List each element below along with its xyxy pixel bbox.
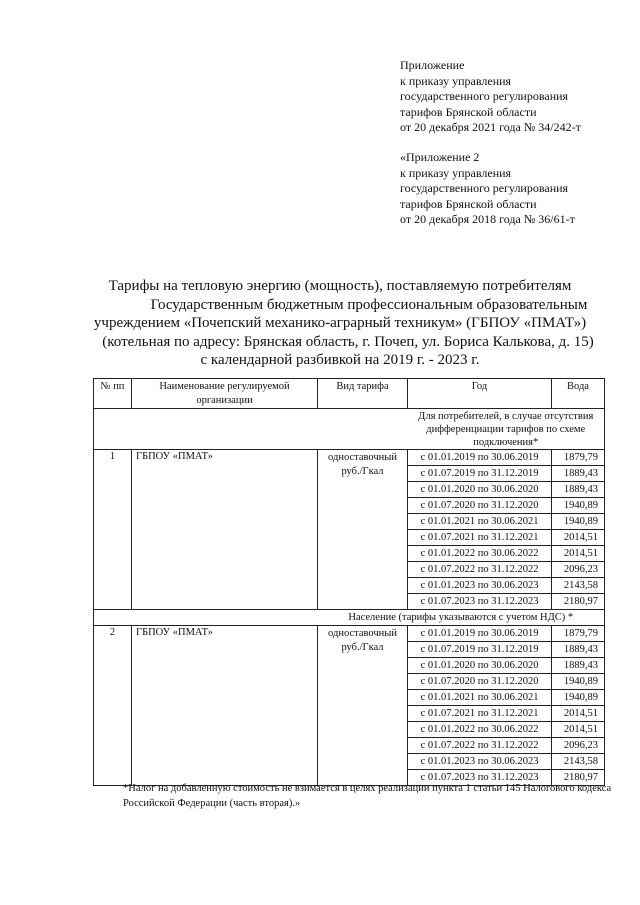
tariff-period: с 01.01.2019 по 30.06.2019 xyxy=(408,626,552,642)
table-row xyxy=(94,450,605,466)
tariff-period: с 01.07.2019 по 31.12.2019 xyxy=(408,466,552,482)
tariff-value: 1940,89 xyxy=(552,690,605,706)
tariff-period: с 01.01.2021 по 30.06.2021 xyxy=(408,690,552,706)
tariff-period: с 01.07.2020 по 31.12.2020 xyxy=(408,498,552,514)
tariff-period: с 01.01.2023 по 30.06.2023 xyxy=(408,578,552,594)
appendix-line: «Приложение 2 xyxy=(400,150,480,164)
section-caption-row xyxy=(94,610,605,626)
appendix-line: государственного регулирования xyxy=(400,181,569,195)
appendix-line: тарифов Брянской области xyxy=(400,196,537,211)
tariff-period: с 01.07.2022 по 31.12.2022 xyxy=(408,738,552,754)
empty-cell xyxy=(94,409,408,450)
tariff-value: 1889,43 xyxy=(552,466,605,482)
table-header-row xyxy=(94,379,605,409)
appendix-line: государственного регулирования xyxy=(400,89,569,103)
tariff-period: с 01.07.2021 по 31.12.2021 xyxy=(408,706,552,722)
title-line: учреждением «Почепский механико-аграрный техникум» (ГБПОУ «ПМАТ») xyxy=(93,315,587,331)
tariff-period: с 01.07.2023 по 31.12.2023 xyxy=(408,594,552,610)
empty-cell xyxy=(94,610,318,626)
tariff-value: 2180,97 xyxy=(552,770,605,786)
col-header-year: Год xyxy=(408,379,552,409)
appendix-line: к приказу управления xyxy=(400,73,512,88)
title-line: с календарной разбивкой на 2019 г. - 2023 г. xyxy=(200,352,480,368)
tariff-period: с 01.01.2019 по 30.06.2019 xyxy=(408,450,552,466)
section-caption: Для потребителей, в случае отсутствия дифференциации тарифов по схеме подключения* xyxy=(408,409,605,450)
title-line: (котельная по адресу: Брянская область, г. Почеп, ул. Бориса Калькова, д. 15) xyxy=(102,333,594,350)
tariff-value: 1940,89 xyxy=(552,498,605,514)
tariff-value: 2014,51 xyxy=(552,530,605,546)
table-body xyxy=(94,409,605,786)
appendix-line: Приложение xyxy=(400,58,465,72)
organization-name: ГБПОУ «ПМАТ» xyxy=(132,626,318,786)
tariff-period: с 01.07.2022 по 31.12.2022 xyxy=(408,562,552,578)
tariff-value: 2014,51 xyxy=(552,722,605,738)
appendix-line: от 20 декабря 2018 года № 36/61-т xyxy=(400,212,575,226)
title-line: Тарифы на тепловую энергию (мощность), поставляемую потребителям xyxy=(108,278,572,294)
tariff-value: 2143,58 xyxy=(552,754,605,770)
appendix-line: к приказу управления xyxy=(400,165,512,180)
tariff-period: с 01.01.2020 по 30.06.2020 xyxy=(408,658,552,674)
organization-name: ГБПОУ «ПМАТ» xyxy=(132,450,318,610)
tariff-period: с 01.01.2021 по 30.06.2021 xyxy=(408,514,552,530)
tariff-period: с 01.07.2019 по 31.12.2019 xyxy=(408,642,552,658)
tariff-value: 2096,23 xyxy=(552,562,605,578)
tariff-kind: одноставочный руб./Гкал xyxy=(318,626,408,786)
title-line: Государственным бюджетным профессиональным образовательным xyxy=(150,296,588,313)
appendix-line: тарифов Брянской области xyxy=(400,104,537,119)
tariff-value: 1889,43 xyxy=(552,658,605,674)
tariff-value: 2180,97 xyxy=(552,594,605,610)
tariff-value: 1940,89 xyxy=(552,674,605,690)
appendix-line: от 20 декабря 2021 года № 34/242-т xyxy=(400,120,581,134)
tariff-value: 1889,43 xyxy=(552,482,605,498)
appendix-note-previous xyxy=(400,150,575,228)
document-title xyxy=(80,277,600,370)
appendix-note-current xyxy=(400,58,581,136)
tariff-value: 1889,43 xyxy=(552,642,605,658)
tariff-value: 2143,58 xyxy=(552,578,605,594)
tariff-value: 1879,79 xyxy=(552,626,605,642)
col-header-org: Наименование регулируемой организации xyxy=(132,379,318,409)
tariff-kind: одноставочный руб./Гкал xyxy=(318,450,408,610)
tariff-value: 1940,89 xyxy=(552,514,605,530)
tariff-table xyxy=(93,378,605,786)
tariff-value: 2014,51 xyxy=(552,546,605,562)
section-caption-row xyxy=(94,409,605,450)
row-number: 2 xyxy=(94,626,132,786)
tariff-period: с 01.07.2020 по 31.12.2020 xyxy=(408,674,552,690)
col-header-num: № пп xyxy=(94,379,132,409)
row-number: 1 xyxy=(94,450,132,610)
tariff-value: 1879,79 xyxy=(552,450,605,466)
tariff-value: 2096,23 xyxy=(552,738,605,754)
table-row xyxy=(94,626,605,642)
tariff-period: с 01.07.2023 по 31.12.2023 xyxy=(408,770,552,786)
section-caption: Население (тарифы указываются с учетом НДС) * xyxy=(318,610,605,626)
tariff-period: с 01.01.2022 по 30.06.2022 xyxy=(408,722,552,738)
tariff-period: с 01.01.2022 по 30.06.2022 xyxy=(408,546,552,562)
tariff-value: 2014,51 xyxy=(552,706,605,722)
tariff-period: с 01.01.2020 по 30.06.2020 xyxy=(408,482,552,498)
tariff-period: с 01.07.2021 по 31.12.2021 xyxy=(408,530,552,546)
footnote: *Налог на добавленную стоимость не взимается в целях реализации пункта 1 статьи 145 Налогового кодекса Российской Федерации (часть вторая).» xyxy=(123,783,612,809)
col-header-kind: Вид тарифа xyxy=(318,379,408,409)
col-header-water: Вода xyxy=(552,379,605,409)
tariff-period: с 01.01.2023 по 30.06.2023 xyxy=(408,754,552,770)
